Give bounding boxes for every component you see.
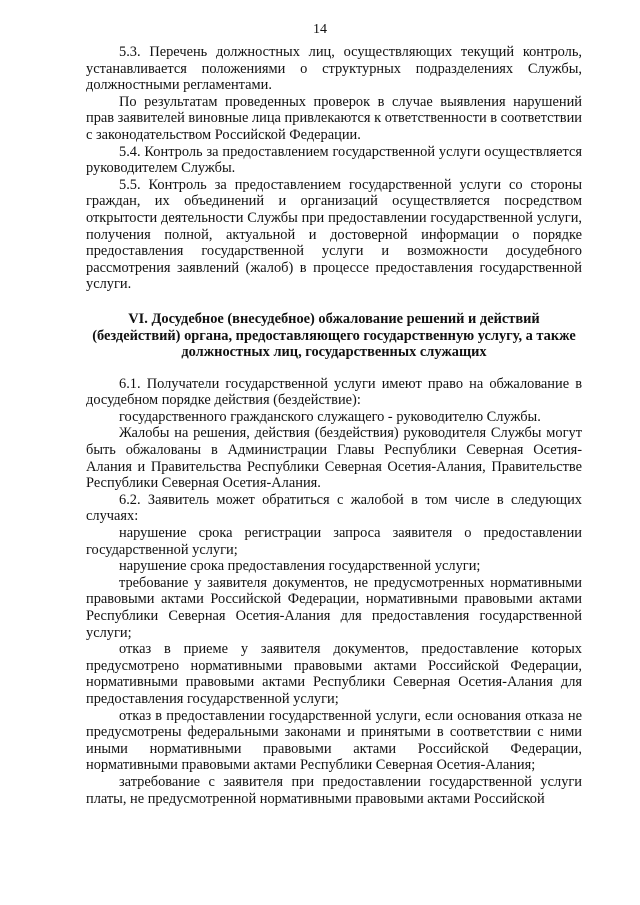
case-service-refusal: отказ в предоставлении государственной услуги, если основания отказа не предусмотрены федеральными законами и принятыми в соответствии с ними иными нормативными правовыми актами Российской Федерации, нормативными правовыми актами Республики Северная Осетия-Алания; [86,707,582,774]
paragraph-5-3-violations: По результатам проведенных проверок в случае выявления нарушений прав заявителей виновные лица привлекаются к ответственности в соответствии с законодательством Российской Федерации. [86,93,582,143]
paragraph-6-2: 6.2. Заявитель может обратиться с жалобой в том числе в следующих случаях: [86,491,582,525]
document-body [86,44,582,807]
case-unlawful-fee: затребование с заявителя при предоставлении государственной услуги платы, не предусмотренной нормативными правовыми актами Российской [86,773,582,807]
paragraph-5-4: 5.4. Контроль за предоставлением государственной услуги осуществляется руководителем Службы. [86,143,582,177]
paragraph-6-1-complaints: Жалобы на решения, действия (бездействия) руководителя Службы могут быть обжалованы в Администрации Главы Республики Северная Осетия-Алания и Правительства Республики Северная Осетия-Алания, Правительстве Республики Северная Осетия-Алания. [86,425,582,492]
section-6-heading: VI. Досудебное (внесудебное) обжалование решений и действий (бездействий) органа, предоставляющего государственную услугу, а также должностных лиц, государственных служащих [92,310,576,361]
case-extra-documents: требование у заявителя документов, не предусмотренных нормативными правовыми актами Российской Федерации, нормативными правовыми актами Республики Северная Осетия-Алания для предоставления государственной услуги; [86,574,582,641]
paragraph-5-3: 5.3. Перечень должностных лиц, осуществляющих текущий контроль, устанавливается положениями о структурных подразделениях Службы, должностными регламентами. [86,44,582,94]
case-registration-deadline: нарушение срока регистрации запроса заявителя о предоставлении государственной услуги; [86,525,582,558]
paragraph-6-1-servant: государственного гражданского служащего - руководителю Службы. [119,408,541,425]
case-service-deadline: нарушение срока предоставления государственной услуги; [119,558,481,575]
case-document-refusal: отказ в приеме у заявителя документов, предоставление которых предусмотрено нормативными правовыми актами Российской Федерации, нормативными правовыми актами Республики Северная Осетия-Алания для предоставления государственной услуги; [86,641,582,707]
paragraph-6-1: 6.1. Получатели государственной услуги имеют право на обжалование в досудебном порядке действия (бездействие): [86,375,582,409]
page-number: 14 [313,22,327,37]
paragraph-5-5: 5.5. Контроль за предоставлением государственной услуги со стороны граждан, их объединений и организаций осуществляется посредством открытости деятельности Службы при предоставлении государственной услуги, получения полной, актуальной и достоверной информации о порядке предоставления государственной услуги и возможности досудебного рассмотрения заявлений (жалоб) в процессе предоставления государственной услуги. [86,176,582,293]
